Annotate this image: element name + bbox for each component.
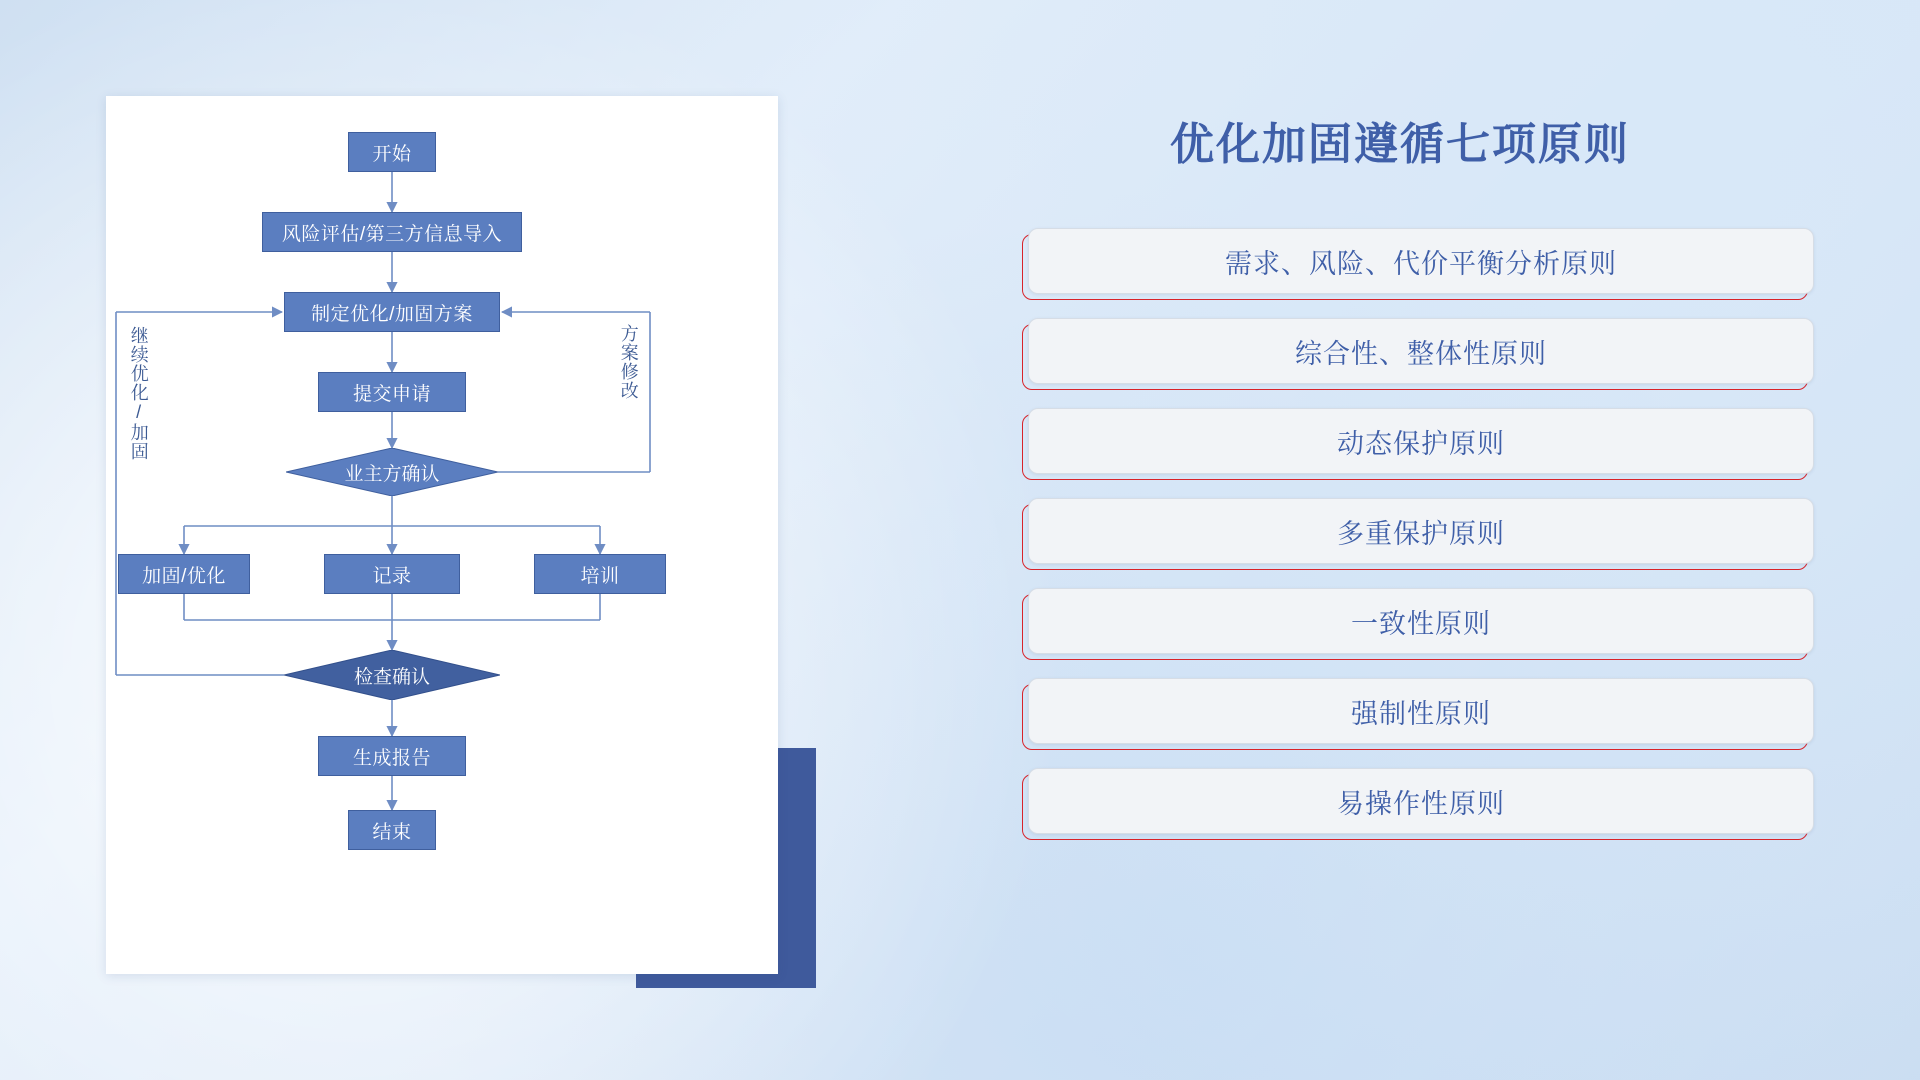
flow-node-end[interactable]	[348, 810, 436, 850]
flow-node-label: 业主方确认	[344, 463, 440, 485]
flow-node-risk-assessment[interactable]	[262, 212, 522, 252]
list-item[interactable]	[1022, 678, 1812, 744]
flow-node-plan[interactable]	[284, 292, 500, 332]
flow-node-label: 结束	[372, 821, 412, 843]
flow-node-label: 制定优化/加固方案	[311, 303, 473, 325]
flow-node-label: 开始	[372, 143, 412, 165]
flow-node-label: 生成报告	[352, 747, 431, 769]
principle-label: 动态保护原则	[1028, 408, 1814, 474]
list-item[interactable]	[1022, 318, 1812, 384]
principle-label: 多重保护原则	[1028, 498, 1814, 564]
principle-label: 综合性、整体性原则	[1028, 318, 1814, 384]
flow-edge-label-left: 继续优化/加固	[128, 326, 149, 461]
flow-node-record[interactable]	[324, 554, 460, 594]
flow-node-training[interactable]	[534, 554, 666, 594]
flow-node-label: 加固/优化	[142, 565, 226, 587]
flow-node-label: 记录	[372, 565, 412, 587]
flow-node-reinforce[interactable]	[118, 554, 250, 594]
flow-node-label: 提交申请	[352, 383, 431, 405]
flowchart-card	[106, 96, 778, 974]
flow-node-submit[interactable]	[318, 372, 466, 412]
flow-node-label: 检查确认	[353, 666, 430, 688]
principle-list	[1022, 228, 1812, 858]
flow-node-label: 风险评估/第三方信息导入	[281, 223, 503, 245]
list-item[interactable]	[1022, 498, 1812, 564]
flow-edge-label-right: 方案修改	[618, 324, 639, 400]
list-item[interactable]	[1022, 228, 1812, 294]
principle-label: 需求、风险、代价平衡分析原则	[1028, 228, 1814, 294]
principle-label: 一致性原则	[1028, 588, 1814, 654]
page-title: 优化加固遵循七项原则	[1170, 120, 1630, 169]
flowchart	[106, 96, 778, 974]
list-item[interactable]	[1022, 588, 1812, 654]
principle-label: 强制性原则	[1028, 678, 1814, 744]
flow-node-report[interactable]	[318, 736, 466, 776]
list-item[interactable]	[1022, 768, 1812, 834]
flow-node-check-confirm[interactable]	[284, 650, 500, 700]
flow-node-label: 培训	[580, 565, 620, 587]
list-item[interactable]	[1022, 408, 1812, 474]
flow-node-owner-confirm[interactable]	[286, 448, 498, 496]
principle-label: 易操作性原则	[1028, 768, 1814, 834]
flow-node-start[interactable]	[348, 132, 436, 172]
